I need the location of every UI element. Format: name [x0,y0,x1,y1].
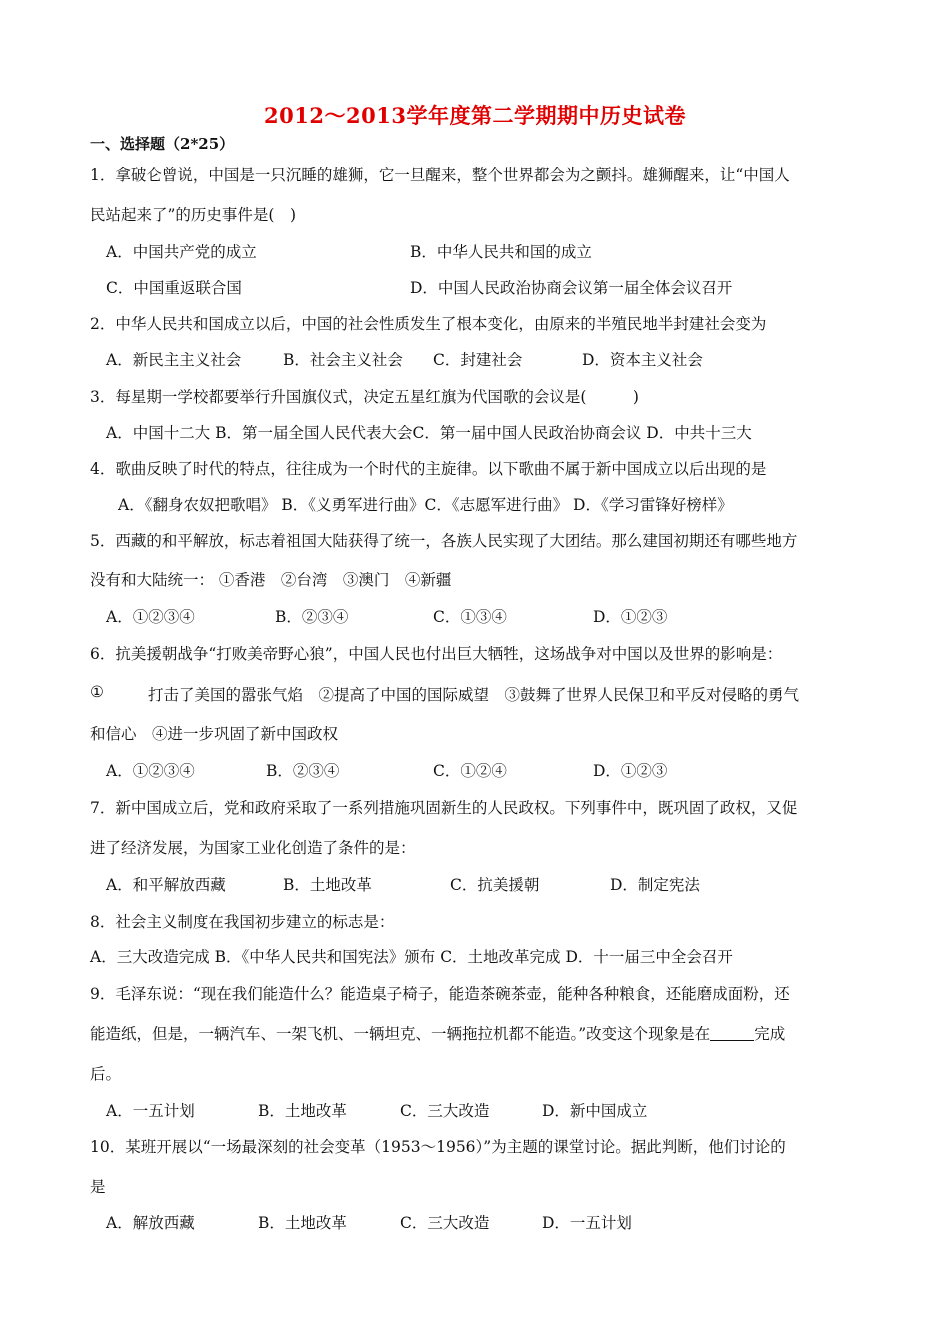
q2-option-b: B．社会主义社会 [283,351,403,369]
q5-option-a: A．①②③④ [106,608,195,626]
question-9-text-end: 后。 [90,1065,122,1083]
q1-option-b: B．中华人民共和国的成立 [410,243,592,261]
question-10-text-cont: 是 [90,1178,106,1196]
q5-option-c: C．①③④ [433,608,507,626]
question-8-text: 8．社会主义制度在我国初步建立的标志是： [90,913,395,931]
question-2-text: 2．中华人民共和国成立以后，中国的社会性质发生了根本变化，由原来的半殖民地半封建社会变为 [90,315,767,333]
q6-option-d: D．①②③ [593,762,668,780]
q6-option-c: C．①②④ [433,762,507,780]
q7-option-a: A．和平解放西藏 [106,876,226,894]
q8-options: A．三大改造完成 B．《中华人民共和国宪法》颁布 C．土地改革完成 D．十一届三中全会召开 [90,948,733,966]
question-6-item-marker: ① [90,683,104,701]
answer-blank [710,1025,754,1042]
question-6-items: 打击了美国的嚣张气焰 ②提高了中国的国际威望 ③鼓舞了世界人民保卫和平反对侵略的勇气 [148,686,800,704]
page-title: 2012～2013学年度第二学期期中历史试卷 [264,103,686,128]
question-6-text: 6．抗美援朝战争“打败美帝野心狼”，中国人民也付出巨大牺牲，这场战争对中国以及世界的影响是： [90,645,783,663]
q2-option-a: A．新民主主义社会 [106,351,242,369]
q7-option-d: D．制定宪法 [610,876,700,894]
question-3-text: 3．每星期一学校都要举行升国旗仪式，决定五星红旗为代国歌的会议是( ) [90,388,639,406]
question-4-text: 4．歌曲反映了时代的特点，往往成为一个时代的主旋律。以下歌曲不属于新中国成立以后出现的是 [90,460,767,478]
question-1-text-cont: 民站起来了”的历史事件是( ) [90,206,297,224]
q9-text-end: 完成 [754,1025,786,1043]
q9-option-b: B．土地改革 [258,1102,347,1120]
question-5-text: 5．西藏的和平解放，标志着祖国大陆获得了统一，各族人民实现了大团结。那么建国初期还有哪些地方 [90,532,798,550]
q10-option-d: D．一五计划 [542,1214,632,1232]
q6-option-a: A．①②③④ [106,762,195,780]
question-10-text: 10．某班开展以“一场最深刻的社会变革（1953～1956）”为主题的课堂讨论。据此判断，他们讨论的 [90,1138,786,1156]
question-5-text-cont: 没有和大陆统一： ①香港 ②台湾 ③澳门 ④新疆 [90,571,452,589]
q2-option-d: D．资本主义社会 [582,351,703,369]
q10-option-c: C．三大改造 [400,1214,490,1232]
question-6-items-cont: 和信心 ④进一步巩固了新中国政权 [90,725,339,743]
question-1-text: 1．拿破仑曾说，中国是一只沉睡的雄狮，它一旦醒来，整个世界都会为之颤抖。雄狮醒来，让“中国人 [90,166,790,184]
q7-option-c: C．抗美援朝 [450,876,540,894]
q10-option-a: A．解放西藏 [106,1214,195,1232]
q9-text-part: 能造纸，但是，一辆汽车、一架飞机、一辆坦克、一辆拖拉机都不能造。”改变这个现象是在 [90,1025,711,1043]
q7-option-b: B．土地改革 [283,876,372,894]
question-9-text-cont [90,1022,785,1044]
q5-option-d: D．①②③ [593,608,668,626]
q5-option-b: B．②③④ [275,608,349,626]
q1-option-a: A．中国共产党的成立 [106,243,257,261]
q9-option-c: C．三大改造 [400,1102,490,1120]
q10-option-b: B．土地改革 [258,1214,347,1232]
q1-option-d: D．中国人民政治协商会议第一届全体会议召开 [410,279,733,297]
q6-option-b: B．②③④ [266,762,340,780]
question-9-text: 9．毛泽东说：“现在我们能造什么？能造桌子椅子，能造茶碗茶壶，能种各种粮食，还能磨成面粉，还 [90,985,790,1003]
question-7-text-cont: 进了经济发展，为国家工业化创造了条件的是： [90,839,416,857]
section-heading: 一、选择题（2*25） [90,135,235,153]
q1-option-c: C．中国重返联合国 [106,279,242,297]
q2-option-c: C．封建社会 [433,351,523,369]
q9-option-d: D．新中国成立 [542,1102,648,1120]
q4-options: A．《翻身农奴把歌唱》 B．《义勇军进行曲》C．《志愿军进行曲》 D．《学习雷锋好榜样》 [118,496,733,514]
question-7-text: 7．新中国成立后，党和政府采取了一系列措施巩固新生的人民政权。下列事件中，既巩固了政权，又促 [90,799,798,817]
q9-option-a: A．一五计划 [106,1102,195,1120]
q3-options: A．中国十二大 B．第一届全国人民代表大会C．第一届中国人民政治协商会议 D．中共十三大 [106,424,752,442]
